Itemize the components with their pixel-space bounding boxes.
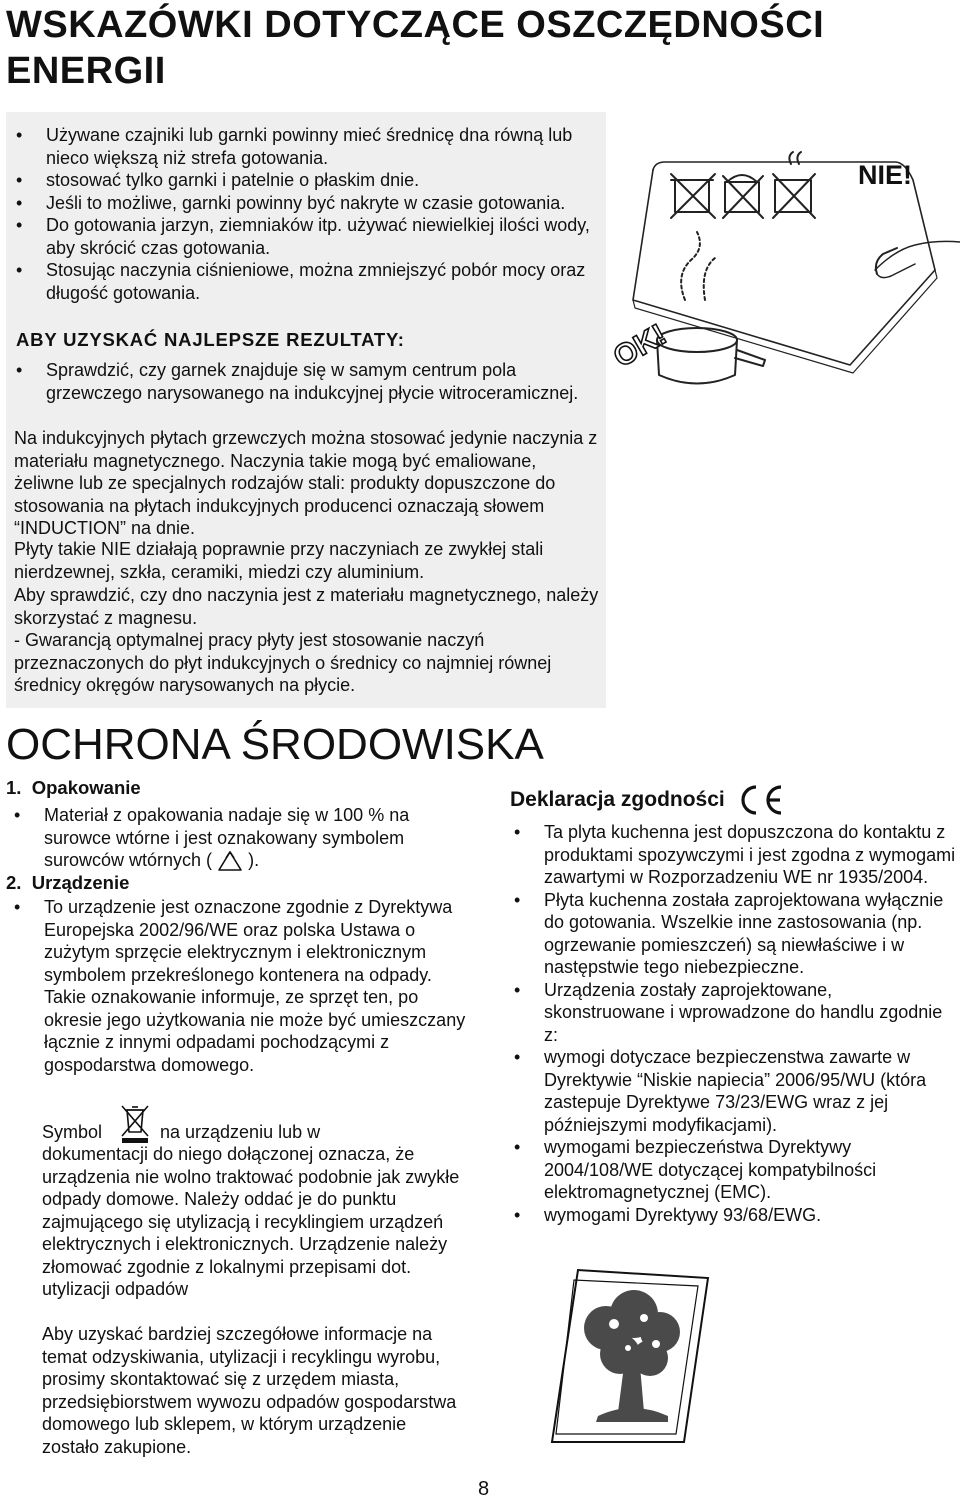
- list-item: • Ta plyta kuchenna jest dopuszczona do kontaktu z produktami spozywczymi i jest zgodna z wymogami zawartymi w Rozporzadzeniu WE nr 1935/2004.: [504, 821, 956, 889]
- recycle-icon: [217, 850, 243, 872]
- list-item: • wymogi dotyczace bezpieczenstwa zawarte w Dyrektywie “Niskie napiecia” 2006/95/WU (która zastepuje Dyrektywe 73/23/EWG wraz z jej późniejszymi modyfikacjami).: [504, 1046, 956, 1136]
- tree-logo-icon: [548, 1266, 712, 1448]
- environment-title: OCHRONA ŚRODOWISKA: [6, 720, 544, 769]
- declaration-list: [504, 821, 956, 1226]
- packaging-text-end: ).: [248, 850, 260, 870]
- best-results-list: [6, 359, 596, 404]
- list-item: [4, 804, 474, 872]
- list-item: • stosować tylko garnki i patelnie o płaskim dnie.: [6, 169, 596, 192]
- page-number: 8: [478, 1478, 490, 1500]
- ok-label: OK!: [608, 317, 673, 375]
- list-item: • Jeśli to możliwe, garnki powinny być nakryte w czasie gotowania.: [6, 192, 596, 215]
- declaration-title: [510, 784, 785, 816]
- list-item: • wymogami bezpieczeństwa Dyrektywy 2004/108/WE dotyczącej kompatybilności elektromagnetycznej (EMC).: [504, 1136, 956, 1204]
- energy-tips-list: [6, 124, 596, 304]
- appliance-heading: 2. Urządzenie: [6, 872, 130, 893]
- packaging-list: [4, 804, 474, 872]
- list-item: • Do gotowania jarzyn, ziemniaków itp. używać niewielkiej ilości wody, aby skrócić czas gotowania.: [6, 214, 596, 259]
- no-label: NIE!: [858, 160, 912, 190]
- info-paragraph: Aby uzyskać bardziej szczegółowe informacje na temat odzyskiwania, utylizacji i recyklingu wyrobu, prosimy skontaktować się z urzędem miasta, przedsiębiorstwem wywozu odpadów gospodarstwa domowego lub sklepem, w którym urządzenie zostało zakupione.: [42, 1324, 457, 1457]
- induction-paragraph: Na indukcyjnych płytach grzewczych można stosować jedynie naczynia z materiału magnetycznego. Naczynia takie mogą być emaliowane, żeliwne lub ze specjalnych rodzajów stali: produkty dopuszczone do stosowania na płytach indukcyjnych producenci oznaczają słowem “INDUCTION” na dnie.: [14, 428, 598, 538]
- list-item: • wymogami Dyrektywy 93/68/EWG.: [504, 1204, 956, 1227]
- symbol-word: Symbol: [42, 1122, 103, 1142]
- list-item: • To urządzenie jest oznaczone zgodnie z Dyrektywa Europejska 2002/96/WE oraz polska Ustawa o zużytym sprzęcie elektrycznym i elektronicznym symbolem przekreślonego kontenera na odpady. Takie oznakowanie informuje, ze sprzęt ten, po okresie jego użytkowania nie może być umieszczany łącznie z innymi odpadami pochodzącymi z gospodarstwa domowego.: [4, 896, 466, 1076]
- crossed-bin-icon: [118, 1104, 152, 1144]
- best-results-heading: ABY UZYSKAĆ NAJLEPSZE REZULTATY:: [16, 329, 405, 350]
- list-item: • Używane czajniki lub garnki powinny mieć średnicę dna równą lub nieco większą niż strefa gotowania.: [6, 124, 596, 169]
- guarantee-paragraph: - Gwarancją optymalnej pracy płyty jest stosowanie naczyń przeznaczonych do płyt indukcyjnych o średnicy co najmniej równej średnicy okręgów narysowanych na płycie.: [14, 630, 552, 695]
- appliance-list: [4, 896, 466, 1076]
- list-item: • Sprawdzić, czy garnek znajduje się w samym centrum pola grzewczego narysowanego na indukcyjnej płycie witroceramicznej.: [6, 359, 596, 404]
- ce-mark-icon: [737, 784, 785, 816]
- magnet-paragraph: Aby sprawdzić, czy dno naczynia jest z materiału magnetycznego, należy skorzystać z magnesu.: [14, 585, 599, 628]
- symbol-description: dokumentacji do niego dołączonej oznacza, że urządzenia nie wolno traktować podobnie jak zwykłe odpady domowe. Należy oddać je do punktu zajmującego się utylizacją i recyklingiem urządzeń elektrycznych i elektronicznych. Urządzenie należy złomować zgodnie z lokalnymi przepisami dot. utylizacji odpadów: [42, 1144, 460, 1299]
- steel-paragraph: Płyty takie NIE działają poprawnie przy naczyniach ze zwykłej stali nierdzewnej, szkła, ceramiki, miedzi czy aluminium.: [14, 539, 544, 582]
- packaging-heading: 1. Opakowanie: [6, 777, 141, 798]
- symbol-after-text: na urządzeniu lub w: [160, 1122, 321, 1142]
- declaration-title-text: Deklaracja zgodności: [510, 788, 725, 811]
- list-item: • Płyta kuchenna została zaprojektowana wyłącznie do gotowania. Wszelkie inne zastosowania (np. ogrzewanie pomieszczeń) są niewłaściwe i w następstwie tego niebezpieczne.: [504, 889, 956, 979]
- packaging-text: Materiał z opakowania nadaje się w 100 % na surowce wtórne i jest oznakowany symbolem surowców wtórnych (: [44, 805, 410, 870]
- list-item: • Stosując naczynia ciśnieniowe, można zmniejszyć pobór mocy oraz długość gotowania.: [6, 259, 596, 304]
- page-title: WSKAZÓWKI DOTYCZĄCE OSZCZĘDNOŚCI ENERGII: [6, 4, 825, 92]
- list-item: • Urządzenia zostały zaprojektowane, skonstruowane i wprowadzone do handlu zgodnie z:: [504, 979, 956, 1047]
